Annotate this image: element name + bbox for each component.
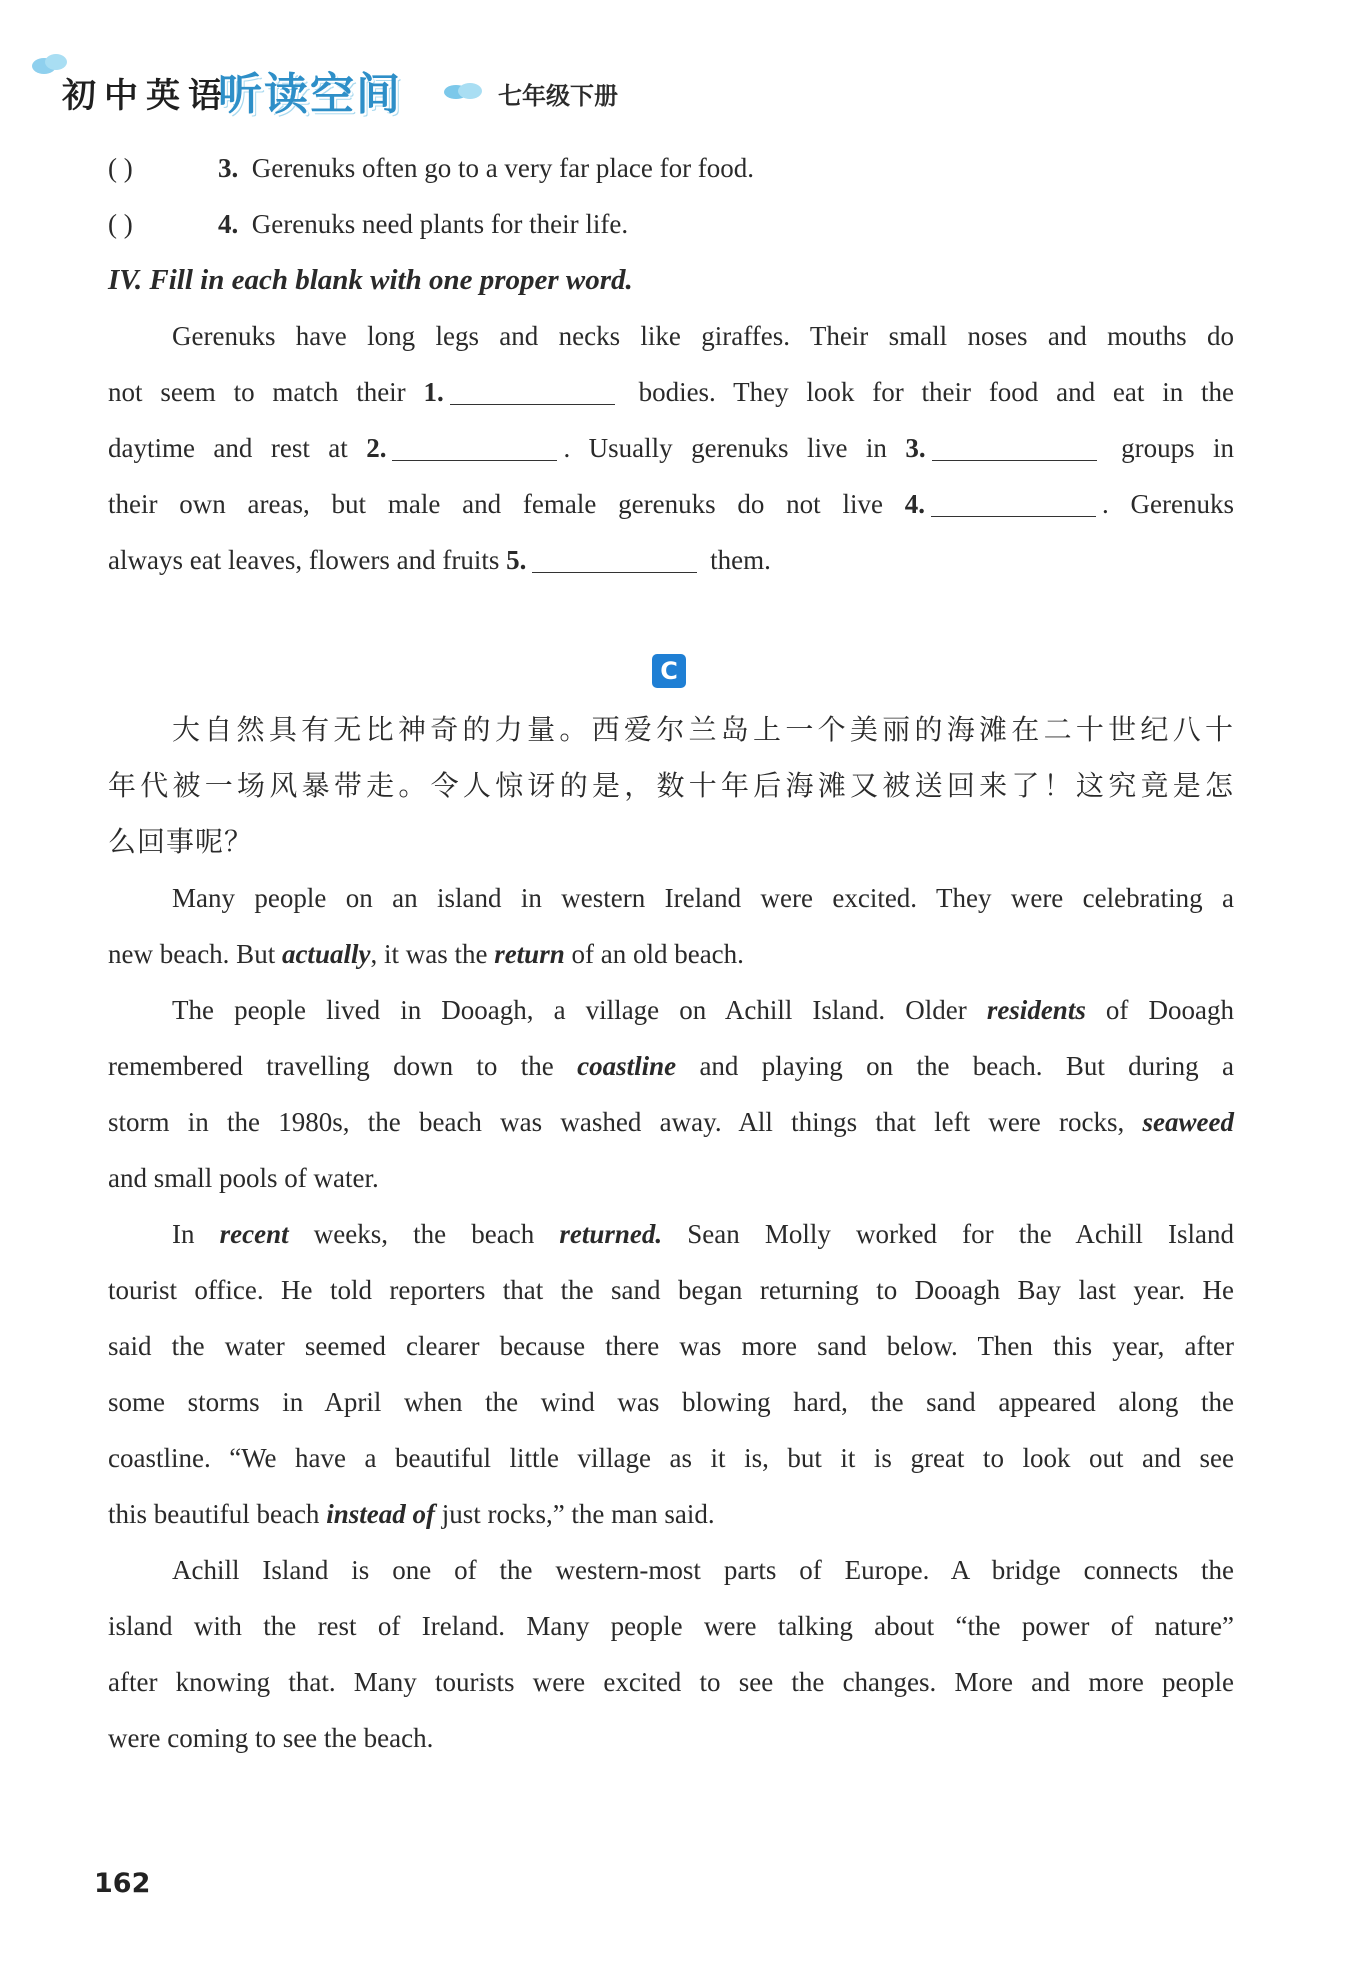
cloud-icon	[442, 80, 486, 102]
chinese-intro-line: 年代被一场风暴带走。令人惊讶的是，数十年后海滩又被送回来了！这究竟是怎	[108, 769, 1234, 802]
line-text: In	[172, 1219, 195, 1249]
fill-blank[interactable]	[931, 490, 1096, 517]
fill-blank[interactable]	[532, 546, 697, 573]
line-text: new beach. But	[108, 939, 276, 969]
passage-line	[172, 878, 1234, 918]
blank-number: 4.	[904, 489, 925, 519]
passage-line: and small pools of water.	[108, 1163, 379, 1193]
vocab-word: return	[494, 939, 565, 969]
line-text: and playing on the beach. But during a	[699, 1051, 1234, 1081]
passage-line: some storms in April when the wind was blowing hard, the sand appeared along the	[108, 1387, 1234, 1417]
item-number: 4.	[218, 209, 239, 239]
vocab-word: recent	[219, 1219, 289, 1249]
line-text: The people lived in Dooagh, a village on Achill Island. Older	[172, 995, 967, 1025]
line-text: storm in the 1980s, the beach was washed away. All things that left were rocks,	[108, 1107, 1125, 1137]
line-text: always eat leaves, flowers and fruits	[108, 545, 500, 575]
series-brand-logo: 听读空间	[218, 69, 402, 120]
passage-line	[108, 484, 1234, 524]
passage-line: were coming to see the beach.	[108, 1723, 434, 1753]
vocab-word: returned.	[559, 1219, 663, 1249]
passage-line	[108, 1046, 1234, 1086]
line-text: weeks, the beach	[313, 1219, 535, 1249]
line-text: Sean Molly worked for the Achill Island	[687, 1219, 1235, 1249]
passage-line: coastline. “We have a beautiful little village as it is, but it is great to look out and see	[108, 1443, 1234, 1473]
passage-line: tourist office. He told reporters that the sand began returning to Dooagh Bay last year. He	[108, 1275, 1234, 1305]
vocab-word: residents	[986, 995, 1086, 1025]
blank-number: 5.	[506, 545, 527, 575]
line-text: not seem to match their	[108, 377, 406, 407]
line-text: just rocks,” the man said.	[441, 1499, 715, 1529]
vocab-word: actually	[281, 939, 371, 969]
blank-number: 3.	[905, 433, 926, 463]
tf-item	[108, 148, 1234, 188]
fill-blank[interactable]	[392, 434, 557, 461]
passage-line: Achill Island is one of the western-most parts of Europe. A bridge connects the	[172, 1555, 1234, 1585]
passage-line	[108, 1494, 1234, 1534]
fill-blank[interactable]	[450, 378, 615, 405]
passage-line	[108, 934, 1234, 974]
blank-number: 2.	[366, 433, 387, 463]
line-text: remembered travelling down to the	[108, 1051, 554, 1081]
line-text: Many people on an island in western Ireland were excited. They were celebrating a	[172, 883, 1234, 913]
passage-line	[108, 1102, 1234, 1142]
line-text: groups in	[1121, 433, 1235, 463]
passage-line	[108, 372, 1234, 412]
vocab-word: instead of	[326, 1499, 435, 1529]
chinese-intro-line: 大自然具有无比神奇的力量。西爱尔兰岛上一个美丽的海滩在二十世纪八十	[172, 713, 1234, 746]
section-heading: IV. Fill in each blank with one proper word.	[108, 264, 633, 296]
line-text: this beautiful beach	[108, 1499, 320, 1529]
section-c-badge: C	[652, 654, 686, 688]
passage-line	[108, 540, 1234, 580]
page-header	[30, 46, 650, 136]
line-text: Gerenuks have long legs and necks like giraffes. Their small noses and mouths do	[172, 321, 1234, 351]
item-number: 3.	[218, 153, 239, 183]
line-text: of an old beach.	[571, 939, 744, 969]
passage-line	[172, 990, 1234, 1030]
fill-blank[interactable]	[932, 434, 1097, 461]
passage-line: after knowing that. Many tourists were excited to see the changes. More and more people	[108, 1667, 1234, 1697]
grade-label: 七年级下册	[498, 82, 618, 110]
passage-line	[172, 316, 1234, 356]
passage-line	[172, 1214, 1234, 1254]
answer-parenthesis[interactable]: ( )	[108, 209, 133, 239]
line-text: , it was the	[370, 939, 488, 969]
line-text: daytime and rest at	[108, 433, 348, 463]
line-text: their own areas, but male and female gerenuks do not live	[108, 489, 883, 519]
line-text: bodies. They look for their food and eat in the	[638, 377, 1234, 407]
line-text: . Usually gerenuks live in	[563, 433, 887, 463]
vocab-word: coastline	[577, 1051, 677, 1081]
passage-line: said the water seemed clearer because there was more sand below. Then this year, after	[108, 1331, 1234, 1361]
vocab-word: seaweed	[1142, 1107, 1234, 1137]
item-text: Gerenuks need plants for their life.	[251, 209, 629, 239]
chinese-intro-line: 么回事呢？	[108, 825, 254, 858]
passage-line	[108, 428, 1234, 468]
item-text: Gerenuks often go to a very far place for food.	[251, 153, 755, 183]
tf-item	[108, 204, 1234, 244]
page-number: 162	[94, 1868, 151, 1899]
series-title: 初中英语	[62, 76, 230, 116]
line-text: . Gerenuks	[1101, 489, 1234, 519]
line-text: of Dooagh	[1105, 995, 1234, 1025]
answer-parenthesis[interactable]: ( )	[108, 153, 133, 183]
line-text: them.	[710, 545, 771, 575]
passage-line: island with the rest of Ireland. Many people were talking about “the power of nature”	[108, 1611, 1234, 1641]
blank-number: 1.	[423, 377, 444, 407]
